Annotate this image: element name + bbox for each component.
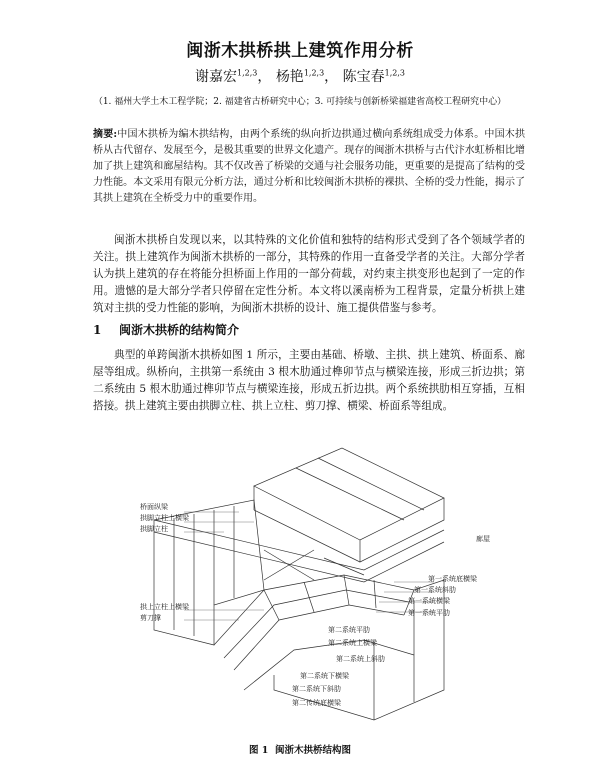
figure-label: 廊屋 (476, 535, 490, 543)
figure-caption (0, 742, 600, 756)
figure-label: 第一系统斜肋 (414, 586, 456, 594)
abstract-label: 摘要: (93, 129, 118, 140)
intro-paragraph: 闽浙木拱桥自发现以来，以其特殊的文化价值和独特的结构形式受到了各个领域学者的关注。拱上建筑作为闽浙木拱桥的一部分，其特殊的作用一直备受学者的关注。大部分学者认为拱上建筑的存在将能分担桥面上作用的一部分荷载，对约束主拱变形也起到了一定的作用。遗憾的是大部分学者只停留在定性分析。本文将以溪南桥为工程背景，定量分析拱上建筑对主拱的受力性能的影响，为闽浙木拱桥的设计、施工提供借鉴与参考。 (93, 234, 525, 314)
figure-label: 拱脚立柱 (140, 525, 168, 533)
figure-label: 桥面纵梁 (140, 503, 168, 511)
roof-front (360, 498, 444, 562)
affiliation: （1. 福州大学土木工程学院；2. 福建省古桥研究中心；3. 可持续与创新桥梁福建省高校工程研究中心） (93, 97, 507, 107)
figure-label: 第一系统底横梁 (428, 575, 477, 583)
figure-label: 第一系统平肋 (408, 609, 450, 617)
section-heading (93, 321, 239, 338)
paper-title: 闽浙木拱桥拱上建筑作用分析 (186, 41, 414, 61)
author-name: 杨艳 (275, 69, 304, 85)
figure-label: 第二传统底横梁 (292, 699, 341, 707)
author-name: 谢嘉宏 (195, 69, 237, 85)
deck-line-lower (154, 532, 444, 582)
bridge-drawing (154, 448, 444, 720)
figure-label: 第一系统横梁 (408, 597, 450, 605)
author-affil-mark: 1,2,3 (384, 68, 405, 78)
section-number: 1 (93, 323, 102, 337)
figure-label: 第二系统上横梁 (328, 639, 377, 647)
bridge-structure-figure (114, 440, 514, 740)
bottom-beam (244, 640, 414, 690)
author-affil-mark: 1,2,3 (237, 68, 258, 78)
abstract (93, 127, 525, 207)
figure-label: 第二系统平肋 (328, 626, 370, 634)
author-separator: ， (324, 69, 339, 85)
deck-line (154, 520, 444, 570)
author-separator: ， (257, 69, 272, 85)
figure-label: 第二系统上斜肋 (336, 655, 385, 663)
figure-label: 第二系统下斜肋 (292, 685, 341, 693)
caption-text: 闽浙木拱桥结构图 (275, 745, 352, 756)
arch-rib (224, 590, 409, 658)
figure-label: 拱脚立柱上横梁 (140, 514, 189, 522)
section1-paragraph: 典型的单跨闽浙木拱桥如图 1 所示，主要由基础、桥墩、主拱、拱上建筑、桥面系、廊屋等组成。纵桥向，主拱第一系统由 3 根木肋通过榫卯节点与横梁连接，形成三折边拱；第二系统由 5 根木肋通过榫卯节点与横梁连接，形成五折边拱。两个系统拱肋相互穿插，互相搭接。拱上建筑主要由拱脚立柱、拱上立柱、剪刀撑、横梁、桥面系等组成。 (93, 349, 525, 412)
author-list (0, 66, 600, 86)
author-name: 陈宝春 (342, 69, 385, 85)
figure-label: 第二系统下横梁 (300, 672, 349, 680)
roof-top (254, 448, 444, 540)
figure-label: 剪刀撑 (140, 614, 161, 622)
caption-number: 图 1 (248, 745, 269, 756)
figure-label: 拱上立柱上横梁 (140, 603, 189, 611)
abstract-text: 中国木拱桥为编木拱结构，由两个系统的纵向折边拱通过横向系统组成受力体系。中国木拱桥从古代留存、发展至今，是极其重要的世界文化遗产。现存的闽浙木拱桥与古代汴水虹桥相比增加了拱上建筑和廊屋结构。其不仅改善了桥梁的交通与社会服务功能，更重要的是提高了结构的受力性能。本文采用有限元分析方法，通过分析和比较闽浙木拱桥的裸拱、全桥的受力性能，揭示了其拱上建筑在全桥受力中的重要作用。 (93, 129, 525, 204)
author-affil-mark: 1,2,3 (303, 68, 325, 78)
section-title: 闽浙木拱桥的结构简介 (119, 323, 240, 337)
bridge-diagram (114, 440, 514, 740)
